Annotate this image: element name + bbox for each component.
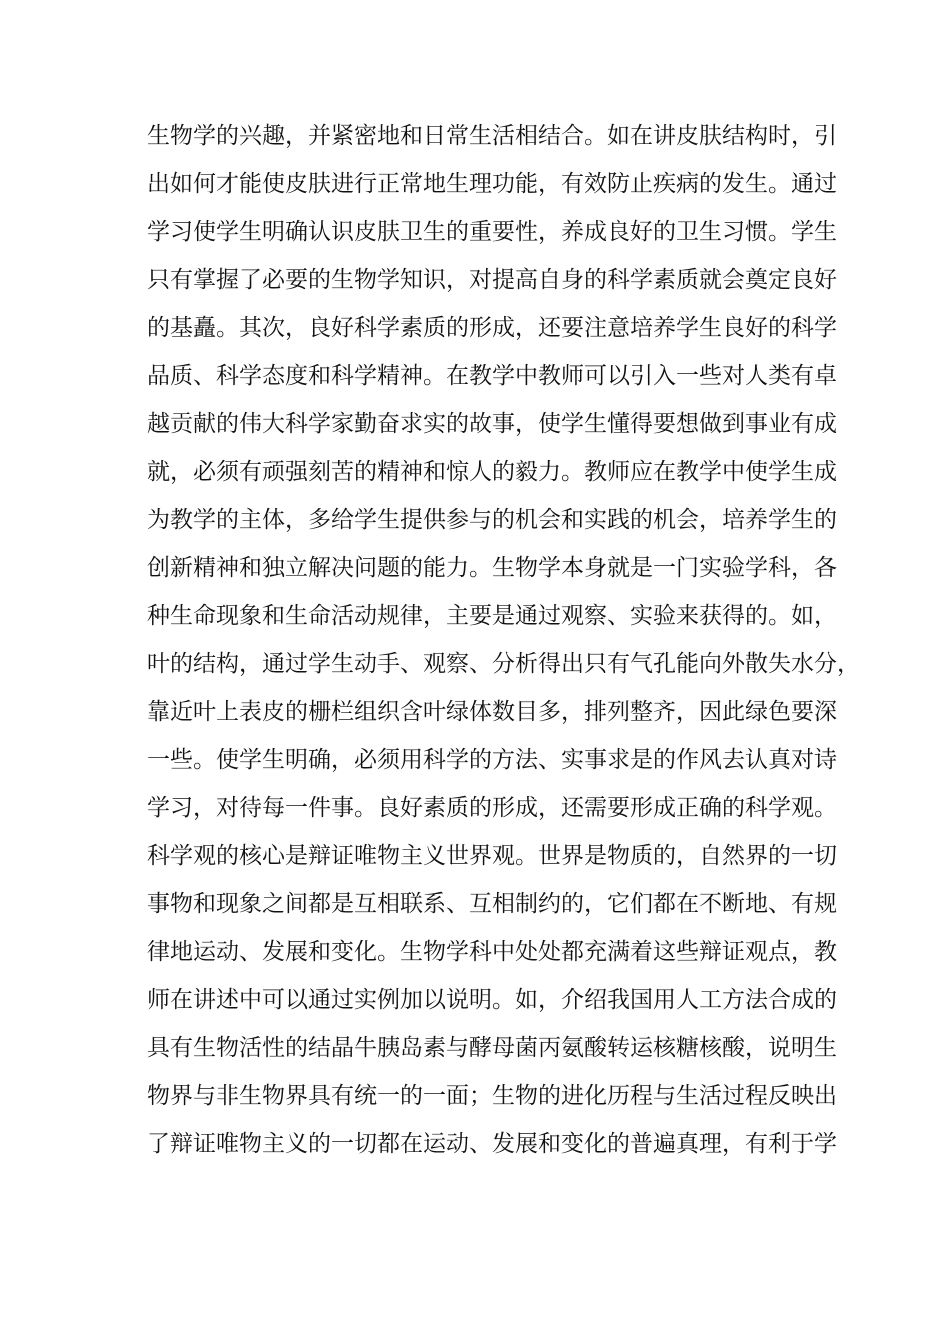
text-line-5: 的基矗。其次，良好科学素质的形成，还要注意培养学生良好的科学 (147, 315, 837, 341)
text-line-17: 事物和现象之间都是互相联系、互相制约的，它们都在不断地、有规 (147, 891, 837, 917)
text-line-20: 具有生物活性的结晶牛胰岛素与酵母菌丙氨酸转运核糖核酸，说明生 (147, 1035, 837, 1061)
text-line-11: 种生命现象和生命活动规律，主要是通过观察、实验来获得的。如， (147, 603, 837, 629)
text-line-13: 靠近叶上表皮的栅栏组织含叶绿体数目多，排列整齐，因此绿色要深 (147, 699, 837, 725)
text-line-1: 生物学的兴趣，并紧密地和日常生活相结合。如在讲皮肤结构时，引 (147, 123, 837, 149)
text-line-10: 创新精神和独立解决问题的能力。生物学本身就是一门实验学科，各 (147, 555, 837, 581)
text-line-15: 学习，对待每一件事。良好素质的形成，还需要形成正确的科学观。 (147, 795, 837, 821)
text-line-9: 为教学的主体，多给学生提供参与的机会和实践的机会，培养学生的 (147, 507, 837, 533)
text-line-3: 学习使学生明确认识皮肤卫生的重要性，养成良好的卫生习惯。学生 (147, 219, 837, 245)
text-line-2: 出如何才能使皮肤进行正常地生理功能，有效防止疾病的发生。通过 (147, 171, 837, 197)
text-line-7: 越贡献的伟大科学家勤奋求实的故事，使学生懂得要想做到事业有成 (147, 411, 837, 437)
text-line-18: 律地运动、发展和变化。生物学科中处处都充满着这些辩证观点，教 (147, 939, 837, 965)
text-line-14: 一些。使学生明确，必须用科学的方法、实事求是的作风去认真对诗 (147, 747, 837, 773)
text-line-6: 品质、科学态度和科学精神。在教学中教师可以引入一些对人类有卓 (147, 363, 837, 389)
body-text (147, 112, 860, 1168)
text-line-22: 了辩证唯物主义的一切都在运动、发展和变化的普遍真理，有利于学 (147, 1131, 837, 1157)
text-line-4: 只有掌握了必要的生物学知识，对提高自身的科学素质就会奠定良好 (147, 267, 837, 293)
text-line-16: 科学观的核心是辩证唯物主义世界观。世界是物质的，自然界的一切 (147, 843, 837, 869)
text-line-8: 就，必须有顽强刻苦的精神和惊人的毅力。教师应在教学中使学生成 (147, 459, 837, 485)
text-line-19: 师在讲述中可以通过实例加以说明。如，介绍我国用人工方法合成的 (147, 987, 837, 1013)
text-line-12: 叶的结构，通过学生动手、观察、分析得出只有气孔能向外散失水分， (147, 651, 860, 677)
text-line-21: 物界与非生物界具有统一的一面；生物的进化历程与生活过程反映出 (147, 1083, 837, 1109)
